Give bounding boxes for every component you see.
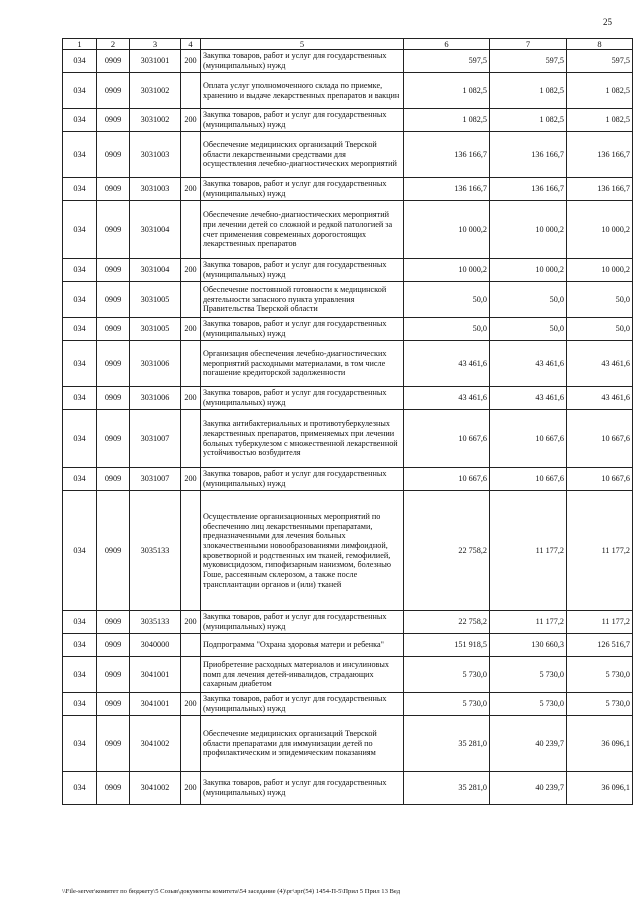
file-path-footer: \\File-server\комитет по бюджету\5 Созыв\документы комитета\54 заседание (4)\рг\зрг(54) 1454-П-5\Прил 5 Прил 13 Вед	[62, 888, 401, 895]
ministry-code: 034	[63, 491, 97, 611]
expense-type	[181, 716, 201, 772]
header-row	[63, 39, 633, 50]
amount-col8: 126 516,7	[567, 634, 633, 657]
section-code: 0909	[97, 178, 130, 201]
target-code: 3035133	[130, 611, 181, 634]
target-code: 3031005	[130, 318, 181, 341]
expense-type	[181, 73, 201, 109]
ministry-code: 034	[63, 468, 97, 491]
amount-col7: 10 667,6	[490, 410, 567, 468]
amount-col6: 50,0	[404, 318, 490, 341]
target-code: 3031004	[130, 259, 181, 282]
amount-col8: 50,0	[567, 282, 633, 318]
amount-col8: 1 082,5	[567, 109, 633, 132]
target-code: 3031002	[130, 73, 181, 109]
table-row	[63, 259, 633, 282]
amount-col7: 43 461,6	[490, 387, 567, 410]
header-cell: 3	[130, 39, 181, 50]
section-code: 0909	[97, 132, 130, 178]
amount-col6: 1 082,5	[404, 109, 490, 132]
ministry-code: 034	[63, 634, 97, 657]
ministry-code: 034	[63, 410, 97, 468]
expense-type: 200	[181, 178, 201, 201]
section-code: 0909	[97, 468, 130, 491]
table-row	[63, 657, 633, 693]
ministry-code: 034	[63, 341, 97, 387]
amount-col6: 43 461,6	[404, 341, 490, 387]
target-code: 3041002	[130, 716, 181, 772]
amount-col6: 5 730,0	[404, 693, 490, 716]
description: Закупка товаров, работ и услуг для государственных (муниципальных) нужд	[201, 693, 404, 716]
section-code: 0909	[97, 109, 130, 132]
amount-col7: 5 730,0	[490, 693, 567, 716]
section-code: 0909	[97, 259, 130, 282]
ministry-code: 034	[63, 611, 97, 634]
table-row	[63, 341, 633, 387]
table-row	[63, 634, 633, 657]
amount-col6: 136 166,7	[404, 178, 490, 201]
amount-col8: 10 667,6	[567, 410, 633, 468]
table-row	[63, 387, 633, 410]
section-code: 0909	[97, 634, 130, 657]
table-row	[63, 109, 633, 132]
amount-col7: 5 730,0	[490, 657, 567, 693]
section-code: 0909	[97, 341, 130, 387]
header-cell: 7	[490, 39, 567, 50]
amount-col6: 10 667,6	[404, 468, 490, 491]
ministry-code: 034	[63, 772, 97, 805]
section-code: 0909	[97, 491, 130, 611]
page-number: 25	[603, 17, 612, 27]
expense-type: 200	[181, 468, 201, 491]
expense-type	[181, 634, 201, 657]
expense-type: 200	[181, 387, 201, 410]
amount-col8: 10 000,2	[567, 201, 633, 259]
expense-type: 200	[181, 50, 201, 73]
ministry-code: 034	[63, 178, 97, 201]
expense-type	[181, 657, 201, 693]
ministry-code: 034	[63, 387, 97, 410]
target-code: 3031007	[130, 410, 181, 468]
amount-col7: 130 660,3	[490, 634, 567, 657]
amount-col6: 1 082,5	[404, 73, 490, 109]
expense-type: 200	[181, 259, 201, 282]
amount-col7: 1 082,5	[490, 109, 567, 132]
ministry-code: 034	[63, 716, 97, 772]
table-row	[63, 410, 633, 468]
amount-col8: 43 461,6	[567, 341, 633, 387]
header-cell: 1	[63, 39, 97, 50]
ministry-code: 034	[63, 259, 97, 282]
description: Закупка товаров, работ и услуг для государственных (муниципальных) нужд	[201, 387, 404, 410]
expense-type: 200	[181, 611, 201, 634]
target-code: 3041001	[130, 693, 181, 716]
target-code: 3041001	[130, 657, 181, 693]
section-code: 0909	[97, 772, 130, 805]
table-row	[63, 73, 633, 109]
description: Приобретение расходных материалов и инсулиновых помп для лечения детей-инвалидов, страдающих сахарным диабетом	[201, 657, 404, 693]
amount-col7: 10 000,2	[490, 201, 567, 259]
description: Организация обеспечения лечебно-диагностических мероприятий расходными материалами, в том числе погашение кредиторской задолженности	[201, 341, 404, 387]
amount-col6: 136 166,7	[404, 132, 490, 178]
description: Обеспечение медицинских организаций Тверской области препаратами для иммунизации детей по профилактическим и эпидемическим показаниям	[201, 716, 404, 772]
description: Закупка товаров, работ и услуг для государственных (муниципальных) нужд	[201, 772, 404, 805]
ministry-code: 034	[63, 318, 97, 341]
amount-col6: 10 000,2	[404, 259, 490, 282]
description: Обеспечение лечебно-диагностических мероприятий при лечении детей со сложной и редкой патологией за счет применения современных дорогостоящих лекарственных препаратов	[201, 201, 404, 259]
amount-col6: 43 461,6	[404, 387, 490, 410]
amount-col6: 151 918,5	[404, 634, 490, 657]
ministry-code: 034	[63, 657, 97, 693]
table-row	[63, 201, 633, 259]
target-code: 3040000	[130, 634, 181, 657]
header-cell: 6	[404, 39, 490, 50]
amount-col6: 35 281,0	[404, 716, 490, 772]
description: Обеспечение медицинских организаций Тверской области лекарственными средствами для осуществления лечебно-диагностических мероприятий	[201, 132, 404, 178]
header-cell: 4	[181, 39, 201, 50]
amount-col6: 10 667,6	[404, 410, 490, 468]
header-cell: 8	[567, 39, 633, 50]
table-row	[63, 611, 633, 634]
amount-col6: 22 758,2	[404, 491, 490, 611]
section-code: 0909	[97, 657, 130, 693]
description: Подпрограмма "Охрана здоровья матери и ребенка"	[201, 634, 404, 657]
ministry-code: 034	[63, 693, 97, 716]
amount-col7: 43 461,6	[490, 341, 567, 387]
expense-type	[181, 201, 201, 259]
amount-col7: 11 177,2	[490, 491, 567, 611]
amount-col8: 136 166,7	[567, 178, 633, 201]
expense-type	[181, 341, 201, 387]
description: Осуществление организационных мероприятий по обеспечению лиц лекарственными препаратами, предназначенными для лечения больных злокачественными новообразованиями лимфоидной, кроветворной и родственных им тканей, гемофилией, муковисцидозом, гипофизарным нанизмом, болезнью Гоше, рассеянным склерозом, а также после трансплантации органов и (или) тканей	[201, 491, 404, 611]
section-code: 0909	[97, 50, 130, 73]
target-code: 3031006	[130, 341, 181, 387]
amount-col7: 40 239,7	[490, 772, 567, 805]
description: Закупка товаров, работ и услуг для государственных (муниципальных) нужд	[201, 318, 404, 341]
ministry-code: 034	[63, 50, 97, 73]
amount-col7: 50,0	[490, 282, 567, 318]
header-cell: 2	[97, 39, 130, 50]
amount-col7: 1 082,5	[490, 73, 567, 109]
amount-col8: 1 082,5	[567, 73, 633, 109]
table-row	[63, 693, 633, 716]
section-code: 0909	[97, 716, 130, 772]
section-code: 0909	[97, 201, 130, 259]
table-row	[63, 282, 633, 318]
target-code: 3031001	[130, 50, 181, 73]
amount-col8: 5 730,0	[567, 657, 633, 693]
header-cell: 5	[201, 39, 404, 50]
description: Оплата услуг уполномоченного склада по приемке, хранению и выдаче лекарственных препаратов и вакцин	[201, 73, 404, 109]
ministry-code: 034	[63, 73, 97, 109]
description: Закупка товаров, работ и услуг для государственных (муниципальных) нужд	[201, 50, 404, 73]
description: Закупка антибактериальных и противотуберкулезных лекарственных препаратов, применяемых при лечении больных туберкулезом с множественной лекарственной устойчивостью возбудителя	[201, 410, 404, 468]
table-row	[63, 50, 633, 73]
description: Закупка товаров, работ и услуг для государственных (муниципальных) нужд	[201, 468, 404, 491]
amount-col7: 136 166,7	[490, 178, 567, 201]
amount-col6: 22 758,2	[404, 611, 490, 634]
amount-col8: 11 177,2	[567, 491, 633, 611]
expense-type: 200	[181, 109, 201, 132]
expense-type	[181, 491, 201, 611]
amount-col8: 10 000,2	[567, 259, 633, 282]
target-code: 3031007	[130, 468, 181, 491]
amount-col7: 136 166,7	[490, 132, 567, 178]
budget-table	[62, 38, 633, 805]
expense-type	[181, 282, 201, 318]
amount-col6: 597,5	[404, 50, 490, 73]
amount-col7: 50,0	[490, 318, 567, 341]
target-code: 3031002	[130, 109, 181, 132]
amount-col8: 10 667,6	[567, 468, 633, 491]
ministry-code: 034	[63, 109, 97, 132]
amount-col8: 43 461,6	[567, 387, 633, 410]
amount-col7: 10 000,2	[490, 259, 567, 282]
description: Закупка товаров, работ и услуг для государственных (муниципальных) нужд	[201, 109, 404, 132]
section-code: 0909	[97, 693, 130, 716]
amount-col7: 40 239,7	[490, 716, 567, 772]
description: Закупка товаров, работ и услуг для государственных (муниципальных) нужд	[201, 178, 404, 201]
amount-col8: 136 166,7	[567, 132, 633, 178]
expense-type: 200	[181, 318, 201, 341]
section-code: 0909	[97, 282, 130, 318]
amount-col8: 597,5	[567, 50, 633, 73]
ministry-code: 034	[63, 132, 97, 178]
table-row	[63, 772, 633, 805]
ministry-code: 034	[63, 282, 97, 318]
expense-type: 200	[181, 772, 201, 805]
table-row	[63, 468, 633, 491]
section-code: 0909	[97, 410, 130, 468]
target-code: 3031005	[130, 282, 181, 318]
amount-col6: 35 281,0	[404, 772, 490, 805]
ministry-code: 034	[63, 201, 97, 259]
amount-col6: 50,0	[404, 282, 490, 318]
target-code: 3031006	[130, 387, 181, 410]
table-row	[63, 178, 633, 201]
amount-col8: 11 177,2	[567, 611, 633, 634]
section-code: 0909	[97, 611, 130, 634]
target-code: 3031003	[130, 178, 181, 201]
amount-col8: 5 730,0	[567, 693, 633, 716]
target-code: 3031003	[130, 132, 181, 178]
amount-col8: 36 096,1	[567, 716, 633, 772]
table-row	[63, 491, 633, 611]
table-row	[63, 132, 633, 178]
amount-col6: 5 730,0	[404, 657, 490, 693]
description: Закупка товаров, работ и услуг для государственных (муниципальных) нужд	[201, 611, 404, 634]
table-row	[63, 716, 633, 772]
amount-col8: 36 096,1	[567, 772, 633, 805]
target-code: 3031004	[130, 201, 181, 259]
section-code: 0909	[97, 73, 130, 109]
amount-col8: 50,0	[567, 318, 633, 341]
expense-type: 200	[181, 693, 201, 716]
amount-col7: 11 177,2	[490, 611, 567, 634]
target-code: 3035133	[130, 491, 181, 611]
description: Обеспечение постоянной готовности к медицинской деятельности запасного пункта управления Правительства Тверской области	[201, 282, 404, 318]
expense-type	[181, 132, 201, 178]
expense-type	[181, 410, 201, 468]
table-row	[63, 318, 633, 341]
section-code: 0909	[97, 318, 130, 341]
description: Закупка товаров, работ и услуг для государственных (муниципальных) нужд	[201, 259, 404, 282]
target-code: 3041002	[130, 772, 181, 805]
amount-col6: 10 000,2	[404, 201, 490, 259]
amount-col7: 10 667,6	[490, 468, 567, 491]
amount-col7: 597,5	[490, 50, 567, 73]
section-code: 0909	[97, 387, 130, 410]
